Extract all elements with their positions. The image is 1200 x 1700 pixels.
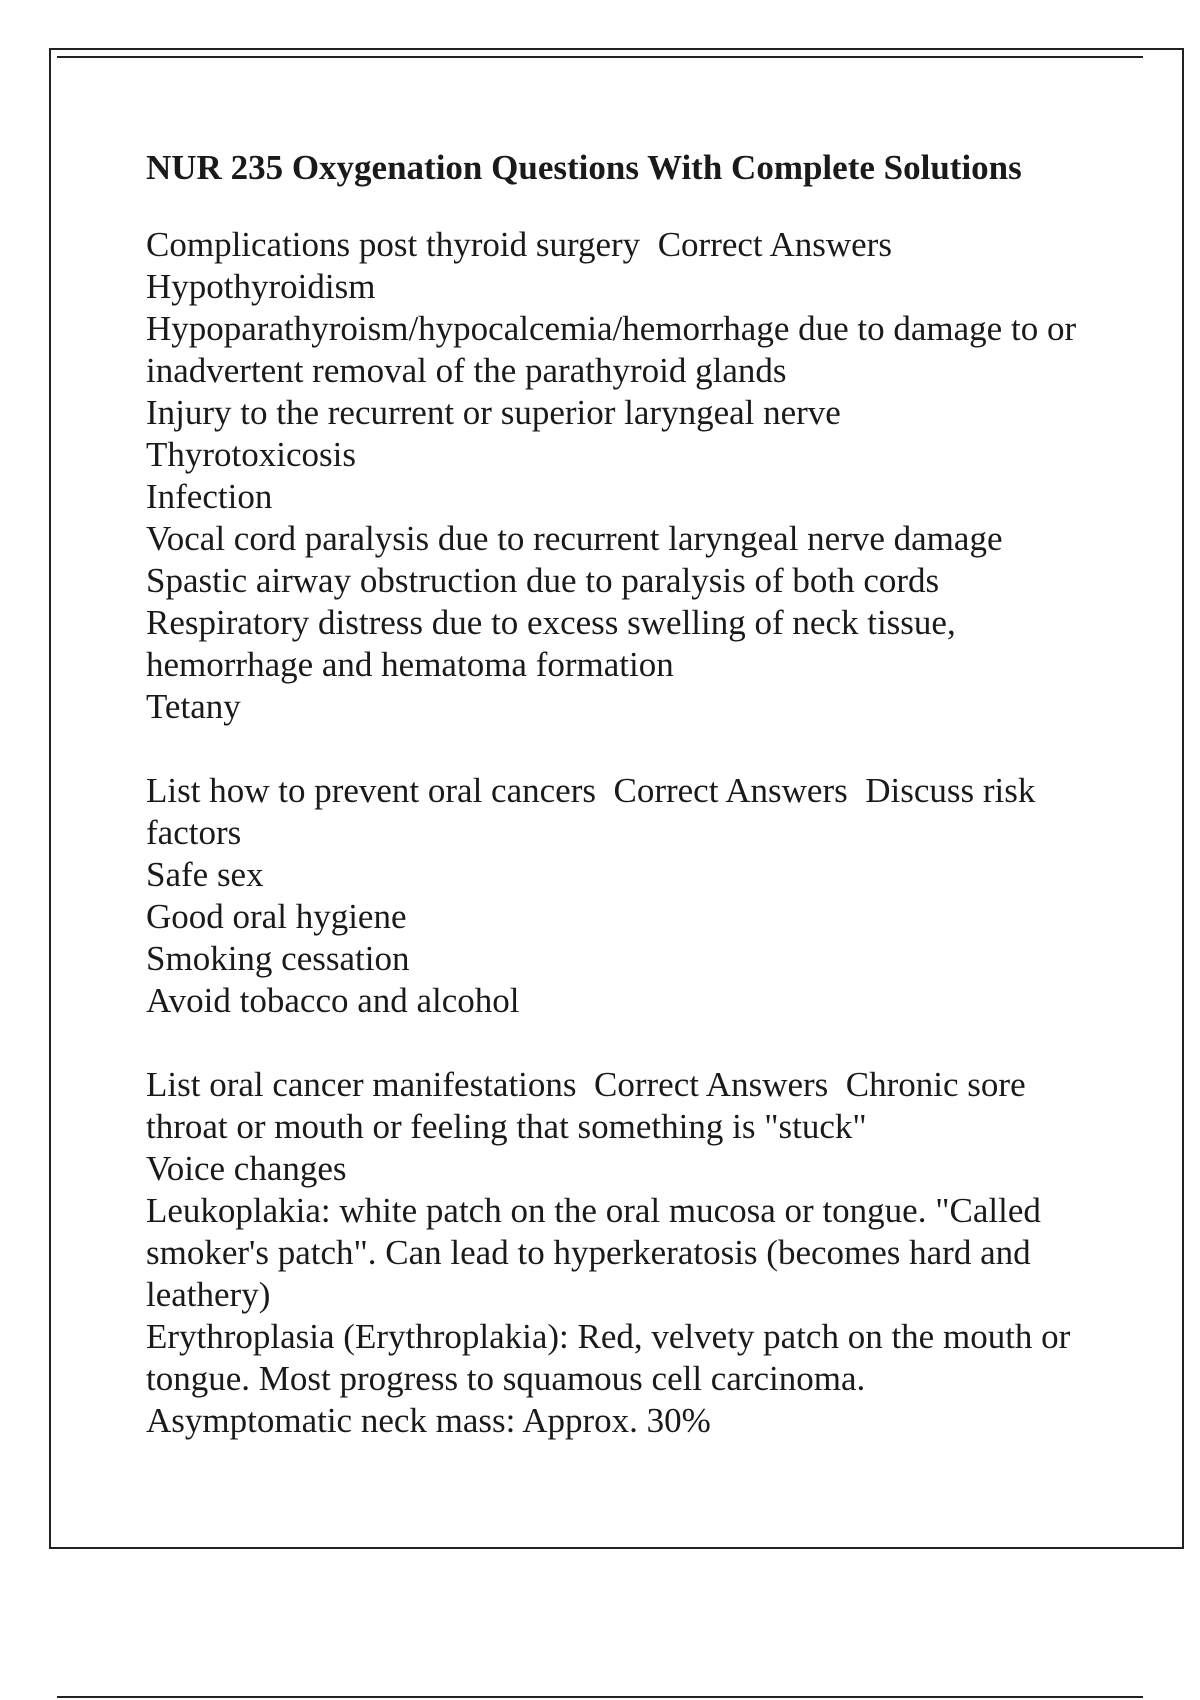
answer-line: Leukoplakia: white patch on the oral mucosa or tongue. "Called smoker's patch". Can lead to hyperkeratosis (becomes hard and leathery) [146,1191,1041,1314]
answer-marker: Correct Answers [594,1065,829,1104]
answer-line: Voice changes [146,1149,347,1188]
question-text: List how to prevent oral cancers [146,771,596,810]
qa-block-prevent-oral-cancers [146,770,1106,1022]
answer-marker: Correct Answers [657,225,892,264]
answer-line: Asymptomatic neck mass: Approx. 30% [146,1401,711,1440]
answer-line: Avoid tobacco and alcohol [146,981,520,1020]
answer-line: Tetany [146,687,241,726]
answer-line: Hypothyroidism [146,267,376,306]
answer-line: Infection [146,477,273,516]
bottom-rule [57,1696,1143,1698]
answer-line: Smoking cessation [146,939,410,978]
qa-block-oral-cancer-manifestations [146,1064,1106,1442]
answer-marker: Correct Answers [613,771,848,810]
answer-first: Discuss risk factors [146,771,1036,852]
document-title: NUR 235 Oxygenation Questions With Complete Solutions [146,148,1022,187]
answer-line: Erythroplasia (Erythroplakia): Red, velvety patch on the mouth or tongue. Most progress to squamous cell carcinoma. [146,1317,1071,1398]
answer-line: Thyrotoxicosis [146,435,356,474]
answer-line: Injury to the recurrent or superior laryngeal nerve [146,393,841,432]
answer-line: Respiratory distress due to excess swelling of neck tissue, hemorrhage and hematoma formation [146,603,956,684]
answer-line: Good oral hygiene [146,897,407,936]
question-text: Complications post thyroid surgery [146,225,641,264]
answer-line: Hypoparathyroism/hypocalcemia/hemorrhage due to damage to or inadvertent removal of the parathyroid glands [146,309,1077,390]
answer-first: Chronic sore throat or mouth or feeling that something is "stuck" [146,1065,1026,1146]
answer-line: Vocal cord paralysis due to recurrent laryngeal nerve damage [146,519,1003,558]
question-text: List oral cancer manifestations [146,1065,577,1104]
answer-line: Safe sex [146,855,264,894]
document-body [146,142,1106,1484]
qa-block-thyroid-complications [146,224,1106,728]
answer-line: Spastic airway obstruction due to paralysis of both cords [146,561,940,600]
